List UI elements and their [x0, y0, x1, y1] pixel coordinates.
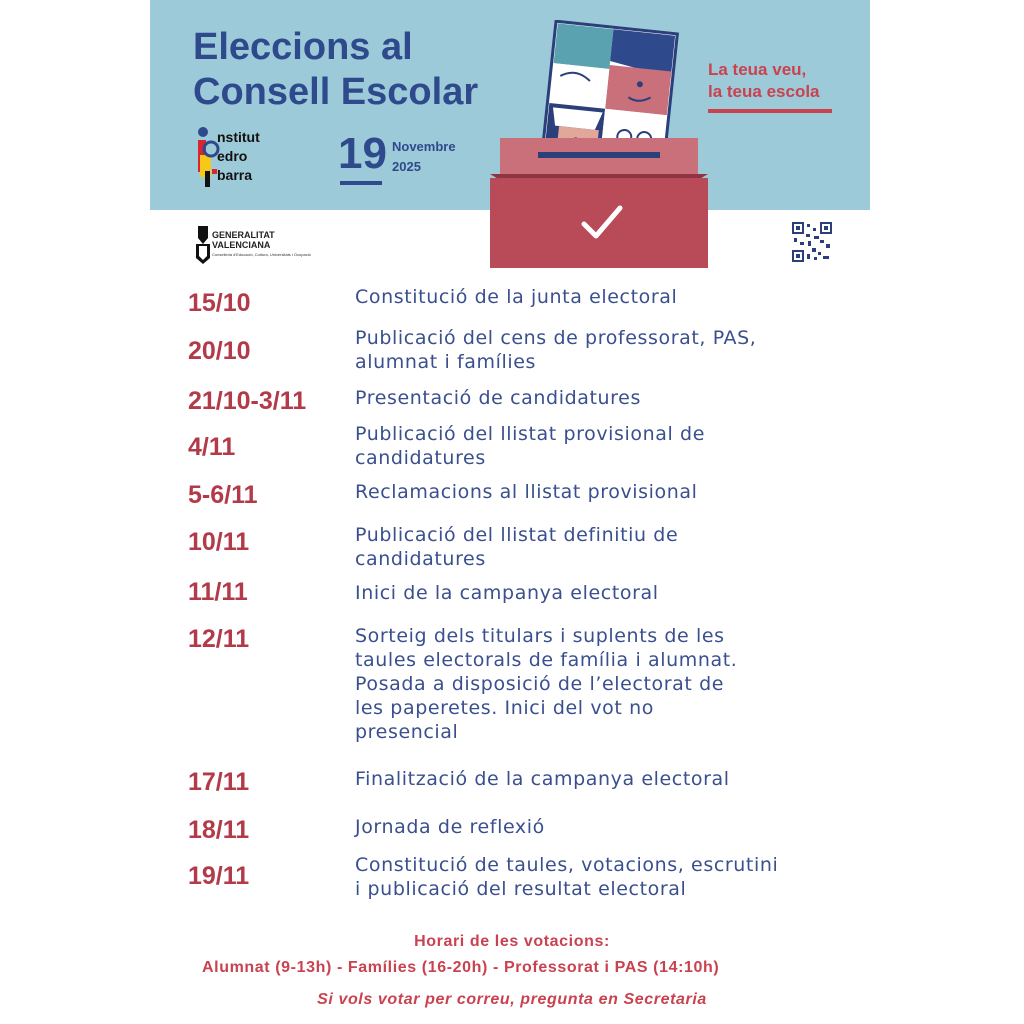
schedule-date: 17/11: [188, 768, 250, 796]
ballot-slot: [538, 152, 660, 158]
institute-name: [217, 128, 260, 185]
title-line-2: Consell Escolar: [193, 71, 479, 113]
schedule-date: 21/10-3/11: [188, 387, 307, 415]
voting-hours-title: Horari de les votacions:: [414, 933, 610, 950]
schedule-text: Constitució de la junta electoral: [355, 286, 678, 308]
schedule-date: 19/11: [188, 862, 250, 890]
schedule-text: Reclamacions al llistat provisional: [355, 481, 698, 503]
schedule-date: 4/11: [188, 433, 236, 461]
slogan: [708, 59, 820, 103]
institute-line-2: edro: [217, 148, 248, 164]
generalitat-line-2: VALENCIANA: [212, 240, 271, 250]
voting-hours: Alumnat (9-13h) - Famílies (16-20h) - Professorat i PAS (14:10h): [202, 959, 720, 976]
slogan-line-1: La teua veu,: [708, 60, 807, 79]
schedule-text: Jornada de reflexió: [355, 816, 545, 838]
election-day: 19: [338, 129, 387, 178]
schedule-text: Inici de la campanya electoral: [355, 582, 659, 604]
schedule-text: Presentació de candidatures: [355, 387, 641, 409]
postal-vote-note: Si vols votar per correu, pregunta en Secretaria: [317, 991, 707, 1008]
ballot-box-body: [490, 178, 708, 268]
page-title: [193, 25, 478, 115]
schedule-date: 10/11: [188, 528, 250, 556]
logo-ring: [204, 142, 218, 156]
institute-line-1: nstitut: [217, 129, 260, 145]
schedule-text: Constitució de taules, votacions, escrutini i publicació del resultat electoral: [355, 854, 779, 900]
institute-line-3: barra: [217, 167, 253, 183]
slogan-line-2: la teua escola: [708, 82, 820, 101]
date-underline: [340, 181, 382, 185]
election-month-year: [392, 137, 456, 177]
election-month: Novembre: [392, 139, 456, 154]
title-line-1: Eleccions al: [193, 26, 413, 68]
slogan-underline: [708, 109, 832, 113]
schedule-date: 11/11: [188, 578, 248, 606]
schedule-text: Publicació del cens de professorat, PAS, alumnat i famílies: [355, 327, 757, 373]
schedule-text: Publicació del llistat provisional de candidatures: [355, 423, 706, 469]
schedule-date: 12/11: [188, 625, 250, 653]
generalitat-name: [212, 230, 275, 250]
qr-code[interactable]: [792, 222, 832, 262]
schedule-date: 5-6/11: [188, 481, 258, 509]
logo-bar-dark: [205, 171, 210, 187]
election-year: 2025: [392, 159, 421, 174]
ballot-box-illustration: [488, 20, 710, 270]
schedule-text: Sorteig dels titulars i suplents de les taules electorals de família i alumnat. Posada a disposició de l’electorat de les paperetes. Inici del vot no presencial: [355, 625, 738, 743]
schedule-date: 15/10: [188, 289, 251, 317]
schedule-date: 20/10: [188, 337, 251, 365]
logo-dot-blue: [198, 127, 208, 137]
schedule-text: Publicació del llistat definitiu de candidatures: [355, 524, 679, 570]
generalitat-line-1: GENERALITAT: [212, 230, 275, 240]
schedule-date: 18/11: [188, 816, 250, 844]
conselleria-name: Conselleria d'Educació, Cultura, Universitats i Ocupació: [212, 252, 311, 257]
schedule-text: Finalització de la campanya electoral: [355, 768, 730, 790]
